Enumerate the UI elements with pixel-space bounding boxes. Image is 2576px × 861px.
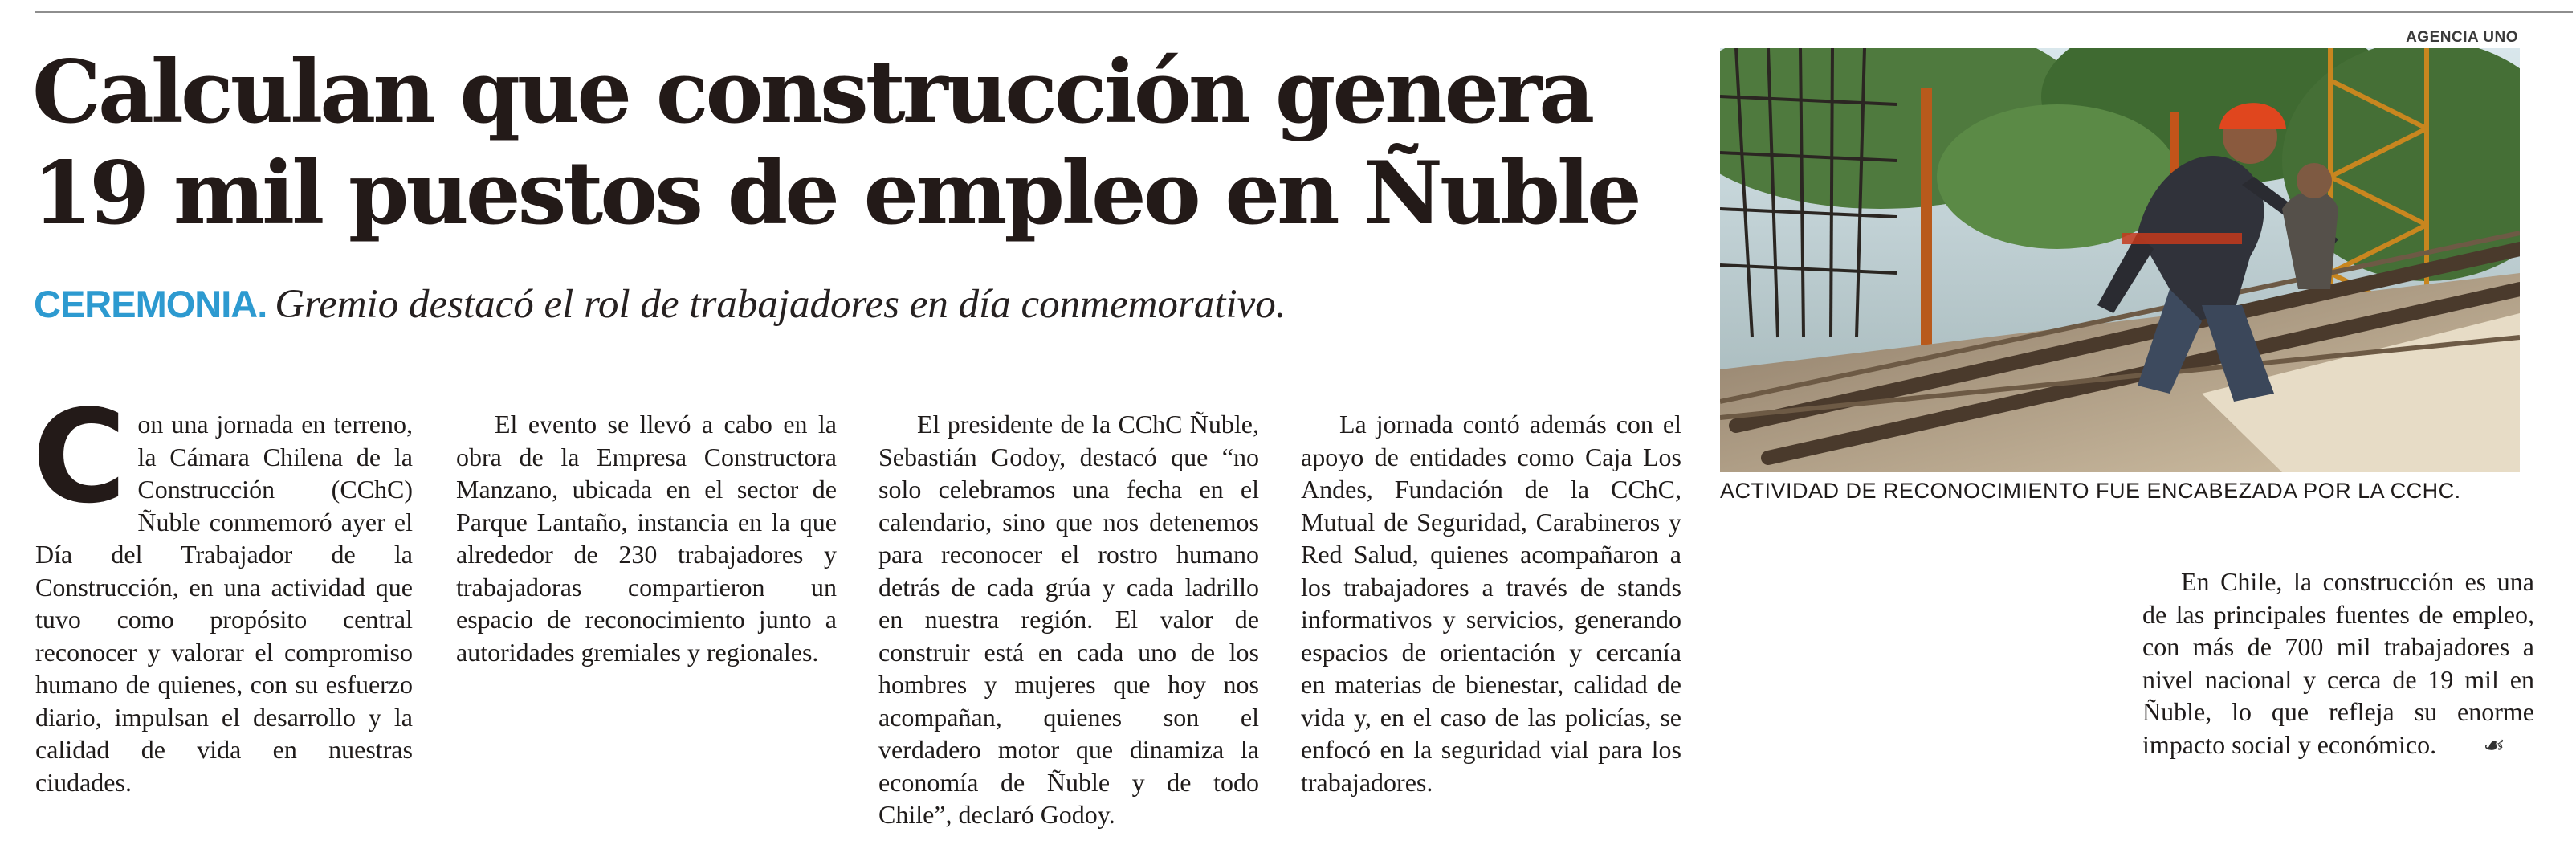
headline-line-1: Calculan que construcción genera <box>32 42 1592 143</box>
paragraph-4: La jornada contó además con el apoyo de entidades como Caja Los Andes, Fundación de la CChC, Mutual de Seguridad, Carabineros y Red Salud, quienes acompañaron a los trabajadores a través de stands informativos y servicios, generando espacios de orientación y cercanía en materias de bienestar, calidad de vida y, en el caso de las policías, se enfocó en la seguridad vial para los trabajadores. <box>1301 410 1681 797</box>
top-rule <box>35 11 2573 13</box>
headline-line-2: 19 mil puestos de empleo en Ñuble <box>32 143 1639 244</box>
bajada <box>34 281 1286 329</box>
paragraph-5 <box>2142 565 2534 762</box>
construction-workers-photo <box>1720 48 2520 472</box>
paragraph-3: El presidente de la CChC Ñuble, Sebastián Godoy, destacó que “no solo celebramos una fecha en el calendario, sino que nos detenemos para reconocer el rostro humano detrás de cada grúa y cada ladrillo en nuestra región. El valor de construir está en cada uno de los hombres y mujeres que hoy nos acompañan, quienes son el verdadero motor que dinamiza la economía de Ñuble y de todo Chile”, declaró Godoy. <box>878 410 1259 829</box>
article-column-3 <box>878 408 1259 831</box>
article-photo <box>1720 48 2520 472</box>
article-column-4 <box>1301 408 1681 798</box>
paragraph-1-start <box>32 382 413 798</box>
article-column-2 <box>456 408 837 668</box>
article-column-6 <box>2142 565 2534 762</box>
photo-caption: ACTIVIDAD DE RECONOCIMIENTO FUE ENCABEZADA POR LA CCHC. <box>1720 479 2461 503</box>
section-kicker: CEREMONIA. <box>34 283 267 325</box>
paragraph-2: El evento se llevó a cabo en la obra de la Empresa Constructora Manzano, ubicada en el sector de Parque Lantaño, instancia en la que alrededor de 230 trabajadores y trabajadoras compartieron un espacio de reconocimiento junto a autoridades gremiales y regionales. <box>456 410 837 667</box>
paragraph-5-text: En Chile, la construcción es una de las principales fuentes de empleo, con más de 700 mil trabajadores a nivel nacional y cerca de 19 mil en Ñuble, lo que refleja su enorme impacto social y económico. <box>2142 567 2534 759</box>
photo-credit: AGENCIA UNO <box>2406 29 2518 46</box>
headline <box>32 42 1670 244</box>
end-mark-icon: ☙ <box>2481 732 2504 759</box>
drop-cap: C <box>32 382 127 532</box>
subheadline: Gremio destacó el rol de trabajadores en día conmemorativo. <box>275 282 1286 327</box>
article-column-1 <box>32 382 413 798</box>
paragraph-1-text: on una jornada en terreno, la Cámara Chilena de la Construcción (CChC) Ñuble conmemoró ayer el Día del Trabajador de la Construcción, en una actividad que tuvo como propósito central reconocer y valorar el compromiso humano de quienes, con su esfuerzo diario, impulsan el desarrollo y la calidad de vida en nuestras ciudades. <box>35 410 413 797</box>
